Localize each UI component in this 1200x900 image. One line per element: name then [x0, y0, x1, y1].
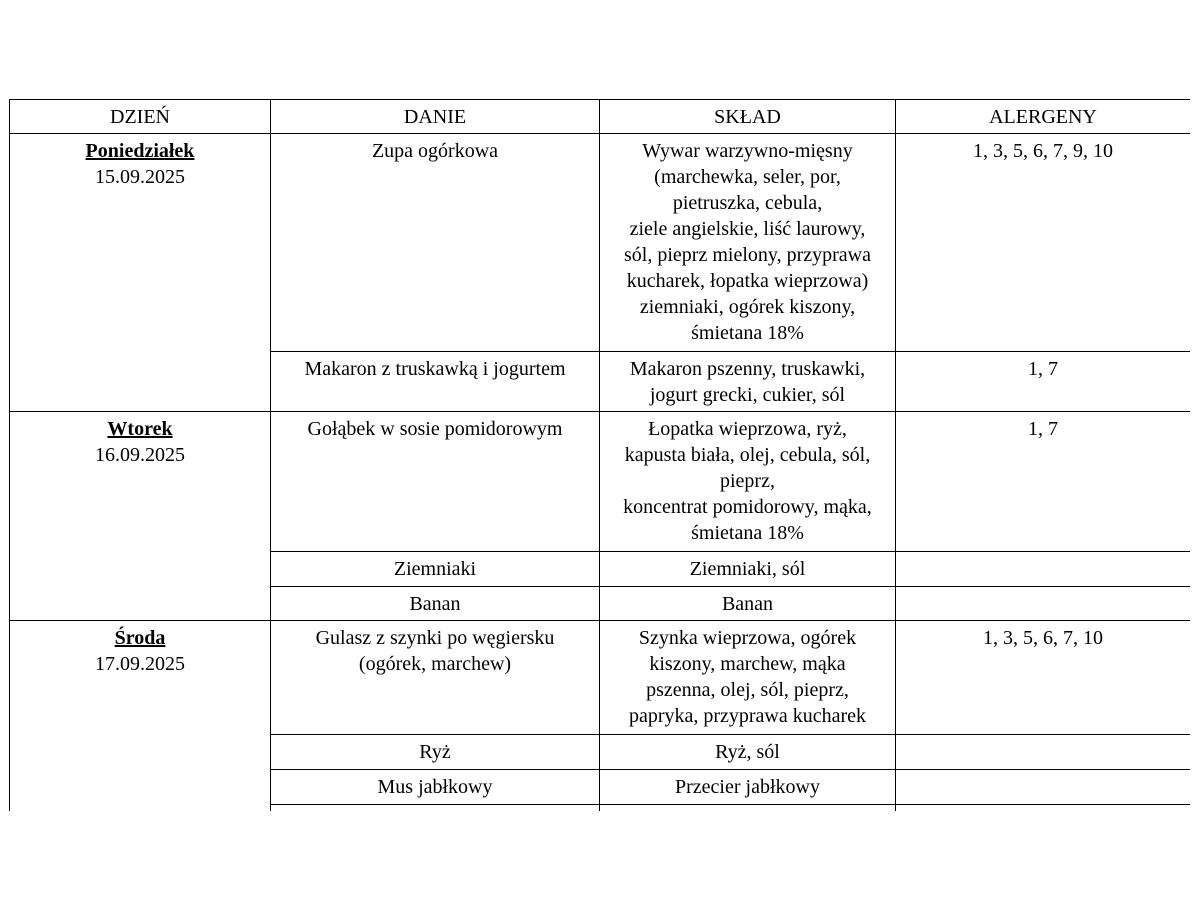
day-date: 15.09.2025	[95, 166, 185, 188]
day-name: Środa	[114, 627, 166, 649]
menu-table	[9, 99, 1190, 811]
table-row	[10, 134, 1191, 352]
ingredients-cell: Banan	[600, 587, 896, 621]
dish-cell: Zupa ogórkowa	[271, 134, 600, 352]
allergens-cell: 1, 3, 5, 6, 7, 10	[896, 621, 1191, 735]
allergens-cell	[896, 770, 1191, 805]
dish-cell: Mus jabłkowy	[271, 770, 600, 805]
ingredients-cell	[600, 805, 896, 812]
day-date: 16.09.2025	[95, 444, 185, 466]
dish-cell: Ryż	[271, 735, 600, 770]
allergens-cell: 1, 3, 5, 6, 7, 9, 10	[896, 134, 1191, 352]
ingredients-cell: Makaron pszenny, truskawki, jogurt grecki, cukier, sól	[600, 352, 896, 412]
dish-cell: Makaron z truskawką i jogurtem	[271, 352, 600, 412]
ingredients-cell: Łopatka wieprzowa, ryż, kapusta biała, olej, cebula, sól, pieprz, koncentrat pomidorowy, mąka, śmietana 18%	[600, 412, 896, 552]
day-cell-wednesday	[10, 621, 271, 812]
header-ingredients: SKŁAD	[600, 100, 896, 134]
day-cell-tuesday	[10, 412, 271, 621]
ingredients-cell: Szynka wieprzowa, ogórek kiszony, marchew, mąka pszenna, olej, sól, pieprz, papryka, przyprawa kucharek	[600, 621, 896, 735]
dish-cell: Gołąbek w sosie pomidorowym	[271, 412, 600, 552]
allergens-cell: 1, 7	[896, 352, 1191, 412]
dish-cell: Banan	[271, 587, 600, 621]
dish-cell	[271, 805, 600, 812]
ingredients-cell: Wywar warzywno-mięsny (marchewka, seler, por, pietruszka, cebula, ziele angielskie, liść laurowy, sól, pieprz mielony, przyprawa kucharek, łopatka wieprzowa) ziemniaki, ogórek kiszony, śmietana 18%	[600, 134, 896, 352]
table-row	[10, 412, 1191, 552]
header-dish: DANIE	[271, 100, 600, 134]
day-name: Poniedziałek	[85, 140, 195, 162]
ingredients-cell: Przecier jabłkowy	[600, 770, 896, 805]
header-day: DZIEŃ	[10, 100, 271, 134]
menu-sheet	[9, 99, 1190, 811]
allergens-cell	[896, 587, 1191, 621]
day-name: Wtorek	[107, 418, 173, 440]
allergens-cell: 1, 7	[896, 412, 1191, 552]
header-allergens: ALERGENY	[896, 100, 1191, 134]
table-row	[10, 621, 1191, 735]
allergens-cell	[896, 552, 1191, 587]
dish-cell: Gulasz z szynki po węgiersku (ogórek, marchew)	[271, 621, 600, 735]
dish-cell: Ziemniaki	[271, 552, 600, 587]
ingredients-cell: Ziemniaki, sól	[600, 552, 896, 587]
day-date: 17.09.2025	[95, 653, 185, 675]
allergens-cell	[896, 735, 1191, 770]
allergens-cell	[896, 805, 1191, 812]
header-row	[10, 100, 1191, 134]
ingredients-cell: Ryż, sól	[600, 735, 896, 770]
day-cell-monday	[10, 134, 271, 412]
